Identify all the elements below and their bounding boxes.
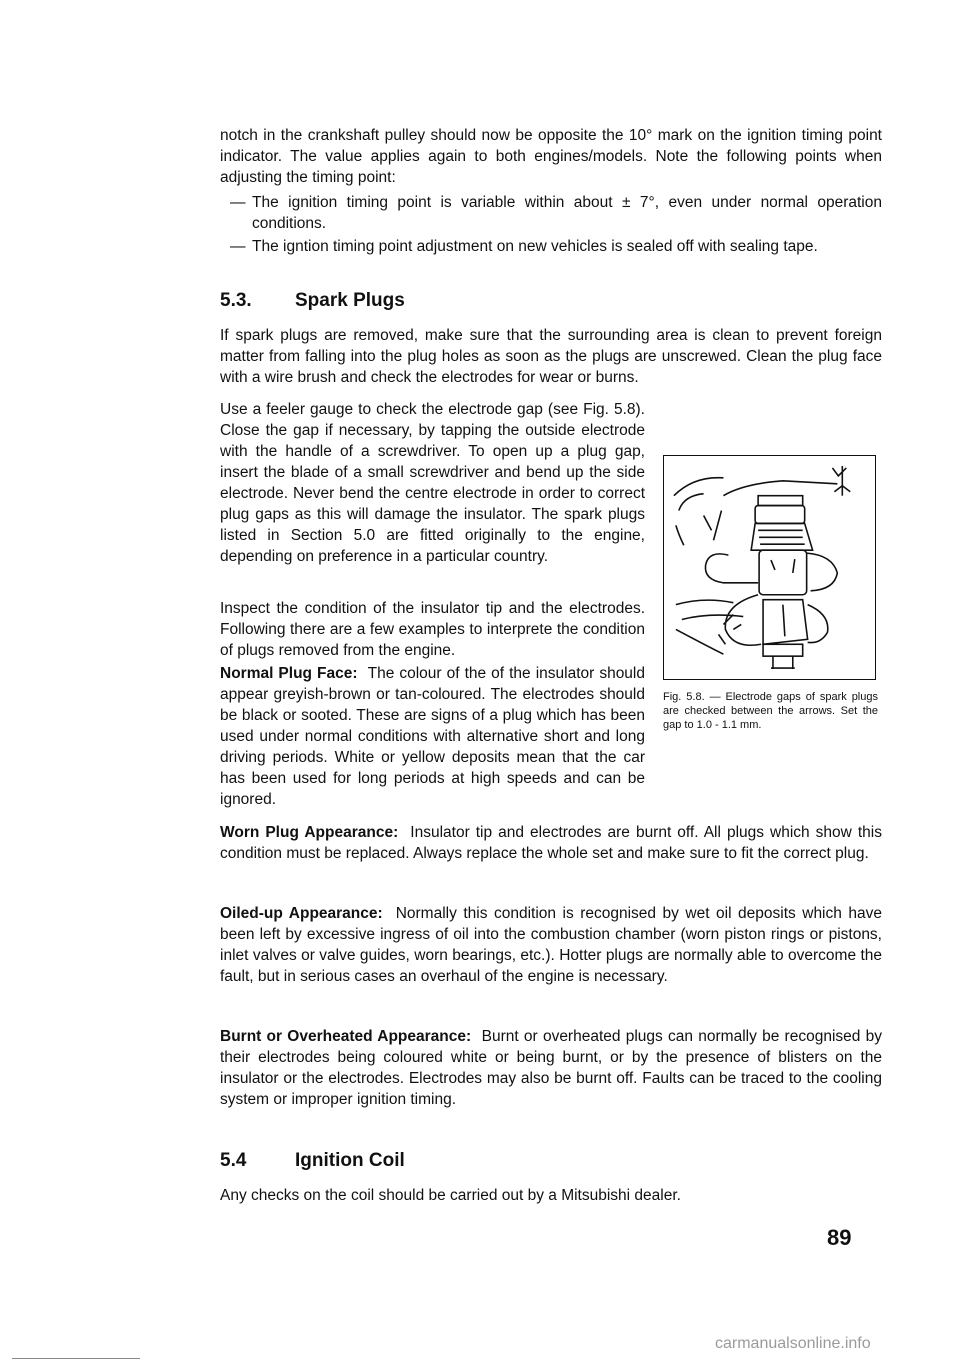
footer-rule [12,1358,140,1359]
burnt-text: Burnt or overheated plugs can normally be recognised by their electrodes being coloured white or being burnt, or by the presence of blisters on the insulator or the electrodes. Electrodes may also be burnt off. Faults can be traced to the cooling system or improper ignition timing. [220,1028,882,1108]
bullet-item [230,192,882,234]
inspect-paragraph: Inspect the condition of the insulator tip and the electrodes. Following there are a few examples to interprete the condition of plugs removed from the engine. [220,600,645,659]
ignition-coil-paragraph: Any checks on the coil should be carried out by a Mitsubishi dealer. [220,1187,681,1204]
worn-plug-text: Insulator tip and electrodes are burnt off. All plugs which show this condition must be replaced. Always replace the whole set and make sure to fit the correct plug. [220,824,882,862]
section-heading-ignition-coil [220,1150,405,1172]
spark-plug-figure [663,455,876,680]
oiled-up-lead: Oiled-up Appearance: [220,905,383,922]
bullet-item [230,236,882,257]
burnt-lead: Burnt or Overheated Appearance: [220,1028,472,1045]
spark-plug-illustration [664,456,875,679]
normal-plug-paragraph [220,663,645,810]
watermark: carmanualsonline.info [715,1335,871,1352]
bullet-text: The igntion timing point adjustment on new vehicles is sealed off with sealing tape. [252,238,818,255]
oiled-up-paragraph [220,903,882,987]
intro-paragraph: notch in the crankshaft pulley should now be opposite the 10° mark on the ignition timing point indicator. The value applies again to both engines/models. Note the following points when adjusting the timing point: [220,127,882,186]
normal-plug-text: The colour of the of the insulator should appear greyish-brown or tan-coloured. The electrodes should be black or sooted. These are signs of a plug which has been used under normal conditions with alternative short and long driving periods. White or yellow deposits mean that the car has been used for long periods at high speeds and can be ignored. [220,665,645,808]
spark-plugs-intro: If spark plugs are removed, make sure that the surrounding area is clean to prevent foreign matter from falling into the plug holes as soon as the plugs are unscrewed. Clean the plug face with a wire brush and check the electrodes for wear or burns. [220,327,882,386]
section-number: 5.4 [220,1150,247,1171]
page-number: 89 [827,1225,852,1250]
burnt-paragraph [220,1026,882,1110]
bullet-text: The ignition timing point is variable within about ± 7°, even under normal operation conditions. [252,194,882,232]
worn-plug-paragraph [220,822,882,864]
dash-marker: — [230,194,246,211]
worn-plug-lead: Worn Plug Appearance: [220,824,399,841]
section-title: Ignition Coil [295,1150,405,1171]
dash-marker: — [230,238,246,255]
section-number: 5.3. [220,290,252,311]
section-title: Spark Plugs [295,290,405,311]
feeler-gauge-paragraph: Use a feeler gauge to check the electrode gap (see Fig. 5.8). Close the gap if necessary, by tapping the outside electrode with the handle of a screwdriver. To open up a plug gap, insert the blade of a small screwdriver and bend up the side electrode. Never bend the centre electrode in order to correct plug gaps as this will damage the insulator. The spark plugs listed in Section 5.0 are fitted originally to the engine, depending on preference in a particular country. [220,401,645,565]
normal-plug-lead: Normal Plug Face: [220,665,358,682]
oiled-up-text: Normally this condition is recognised by wet oil deposits which have been left by excessive ingress of oil into the combustion chamber (worn piston rings or pistons, inlet valves or valve guides, worn bearings, etc.). Hotter plugs are normally able to overcome the fault, but in serious cases an overhaul of the engine is necessary. [220,905,882,985]
figure-caption: Fig. 5.8. — Electrode gaps of spark plugs are checked between the arrows. Set the gap to 1.0 - 1.1 mm. [663,691,878,731]
section-heading-spark-plugs [220,290,405,312]
